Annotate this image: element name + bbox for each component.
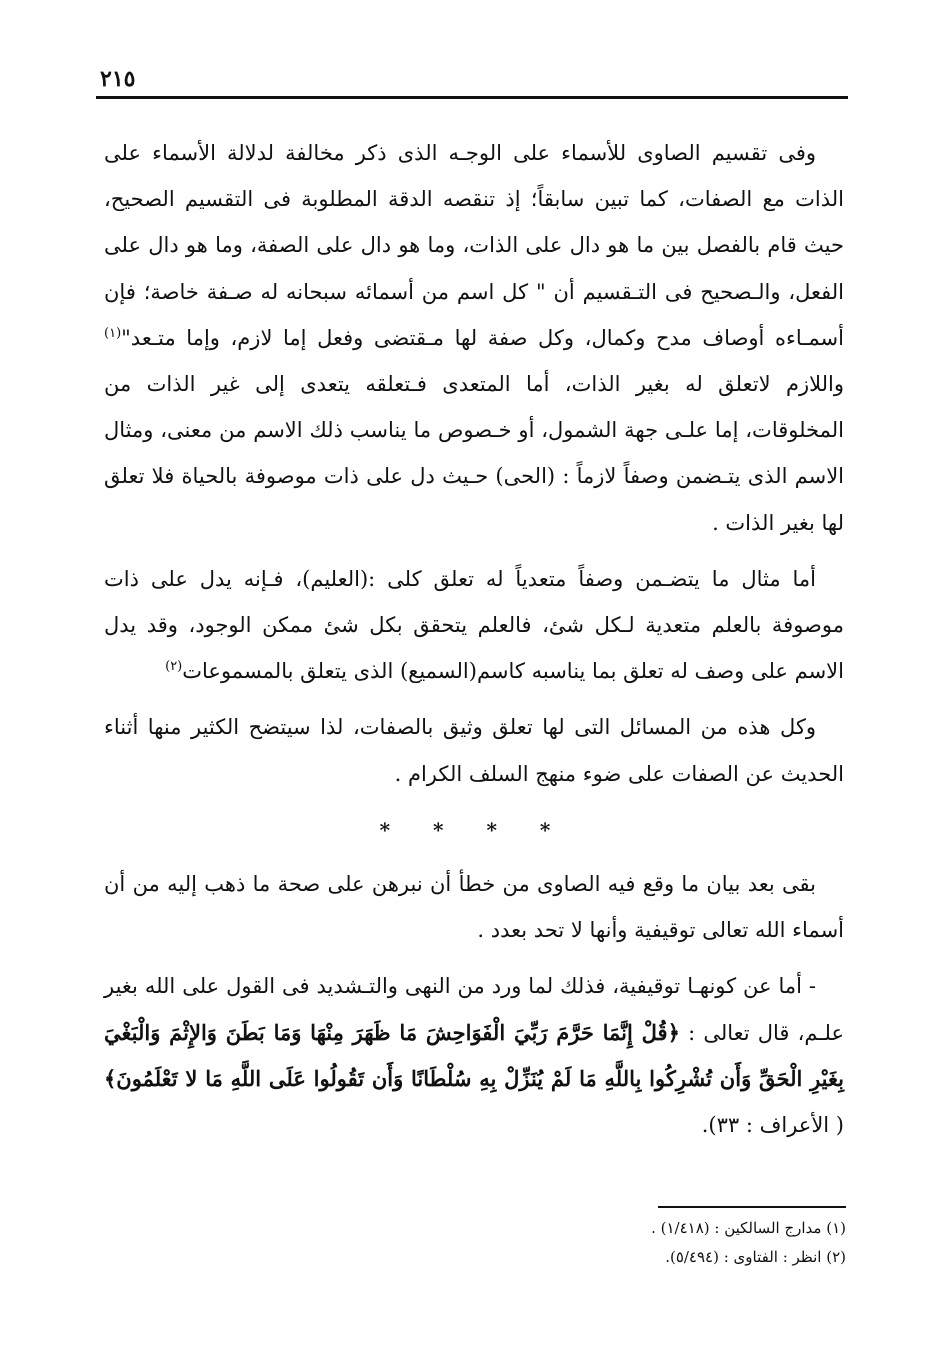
footnote-1: (١) مدارج السالكين : (١/٤١٨) . bbox=[651, 1219, 846, 1237]
footnote-ref-1: (١) bbox=[104, 325, 122, 341]
paragraph-1-text-a: وفى تقسيم الصاوى للأسماء على الوجـه الذى ذكر مخالفة لدلالة الأسماء على الذات مع الصفات، كما تبين سابقاً؛ إذ تنقصه الدقة المطلوبة فى التقسيم الصحيح، حيث قام بالفصل بين ما هو دال على الذات، وما هو دال على الصفة، وما هو دال على الفعل، والـصحيح فى التـقسيم أن " كل اسم من أسمائه سبحانه له صـفة خاصة؛ فإن أسمـاءه أوصاف مدح وكمال، وكل صفة لها مـقتضى وفعل إما لازم، وإما متـعد" bbox=[104, 141, 844, 350]
paragraph-4-text: بقى بعد بيان ما وقع فيه الصاوى من خطأ أن نبرهن على صحة ما ذهب إليه من أن أسماء الله تعالى توقيفية وأنها لا تحد بعدد . bbox=[104, 872, 844, 943]
paragraph-3 bbox=[104, 704, 844, 796]
footnote-ref-2: (٢) bbox=[165, 659, 183, 675]
page-number: ٢١٥ bbox=[100, 66, 136, 92]
verse-citation: ( الأعراف : ٣٣). bbox=[701, 1113, 844, 1138]
quran-verse: ﴿قُلْ إِنَّمَا حَرَّمَ رَبِّيَ الْفَوَاحِشَ مَا ظَهَرَ مِنْهَا وَمَا بَطَنَ وَالإِثْمَ وَالْبَغْيَ بِغَيْرِ الْحَقِّ وَأَن تُشْرِكُوا بِاللَّهِ مَا لَمْ يُنَزِّلْ بِهِ سُلْطَانًا وَأَن تَقُولُوا عَلَى اللَّهِ مَا لا تَعْلَمُونَ﴾ bbox=[104, 1019, 844, 1091]
paragraph-5-intro: - أما عن كونهـا توقيفية، فذلك لما ورد من النهى والتـشديد فى القول على الله بغير علـم، قال تعالى : bbox=[104, 974, 845, 1045]
footnotes bbox=[300, 1214, 846, 1272]
footnote-rule bbox=[658, 1206, 846, 1208]
footnote-2: (٢) انظر : الفتاوى : (٥/٤٩٤). bbox=[665, 1248, 846, 1266]
header-rule bbox=[96, 96, 848, 99]
paragraph-1-text-b: واللازم لاتعلق له بغير الذات، أما المتعدى فـتعلقه يتعدى إلى غير الذات من المخلوقات، إما علـى جهة الشمول، أو خـصوص ما يناسب ذلك الاسم من معنى، ومثال الاسم الذى يتـضمن وصفاً لازماً : (الحى) حـيث دل على ذات موصوفة بالحياة فلا تعلق لها بغير الذات . bbox=[104, 372, 844, 535]
paragraph-2-text: أما مثال ما يتضـمن وصفاً متعدياً له تعلق كلى :(العليم)، فـإنه يدل على ذات موصوفة بالعلم متعدية لـكل شئ، فالعلم يتحقق بكل شئ ممكن الوجود، وقد يدل الاسم على وصف له تعلق بما يناسبه كاسم(السميع) الذى يتعلق بالمسموعات bbox=[104, 566, 844, 684]
paragraph-2 bbox=[104, 556, 844, 695]
paragraph-4 bbox=[104, 861, 844, 953]
paragraph-1 bbox=[104, 130, 844, 546]
main-text bbox=[104, 130, 844, 1158]
section-separator: * * * * bbox=[379, 817, 569, 842]
paragraph-5 bbox=[104, 963, 844, 1148]
paragraph-3-text: وكل هذه من المسائل التى لها تعلق وثيق بالصفات، لذا سيتضح الكثير منها أثناء الحديث عن الصفات على ضوء منهج السلف الكرام . bbox=[104, 715, 844, 786]
